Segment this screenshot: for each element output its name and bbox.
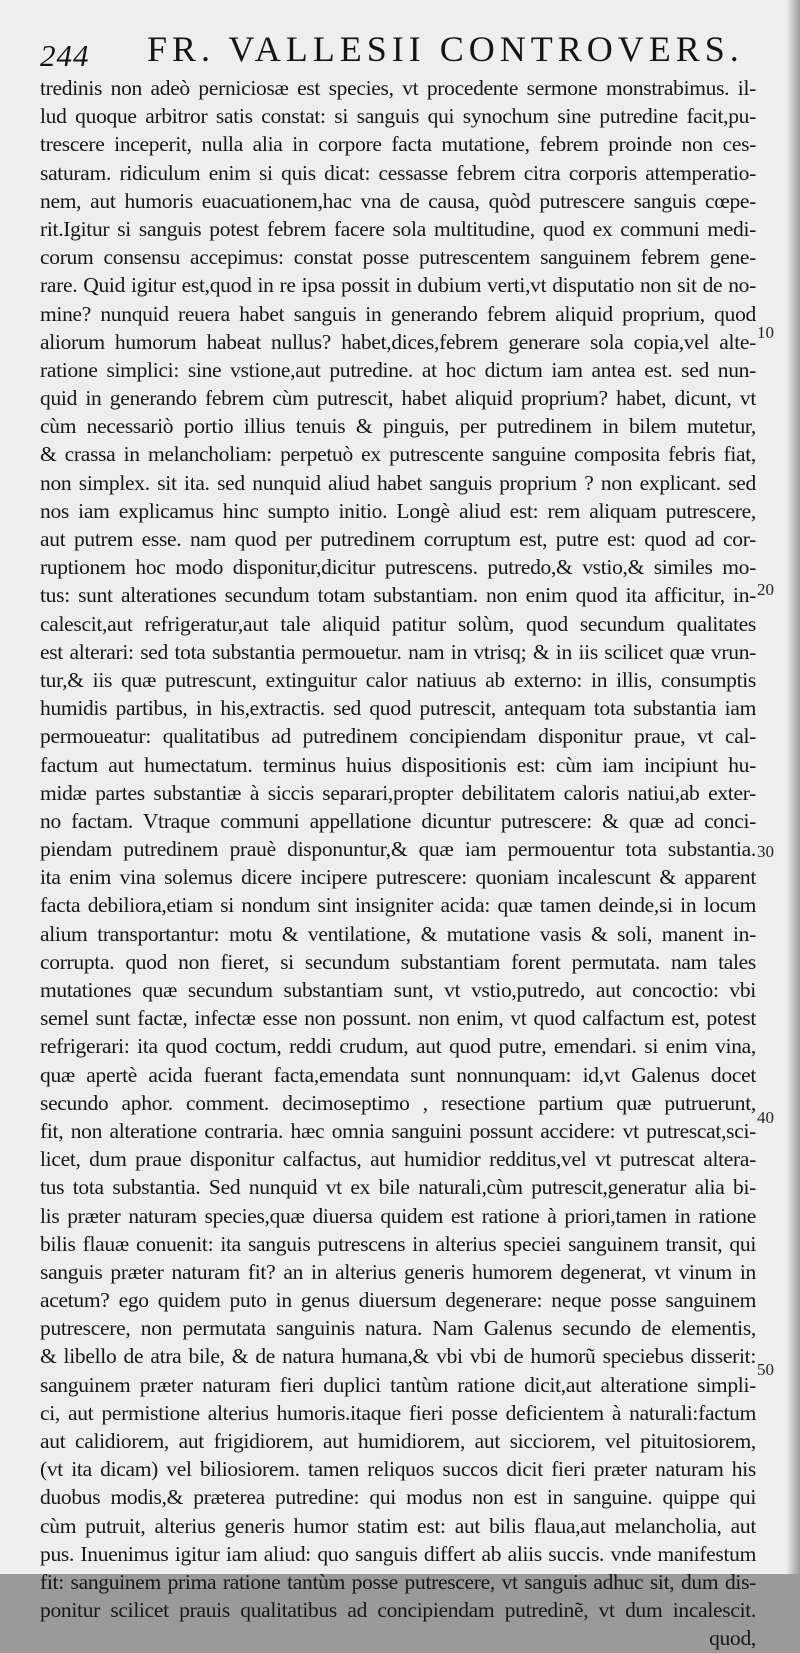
text-line: mine? nunquid reuera habet sanguis in generando febrem aliquid proprium, quod [40,301,756,326]
text-line: fit: sanguinem prima ratione tantùm posse putrescere, vt sanguis adhuc sit, dum dis- [40,1569,756,1594]
text-line: quæ apertè acida fuerant facta,emendata sunt nonnunquam: id,vt Galenus docet [40,1062,756,1087]
text-line: humidis partibus, in his,extractis. sed quod putrescit, antequam tota substantia iam [40,696,756,721]
running-title: FR. VALLESII CONTROVERS. [147,29,744,69]
text-line: cùm necessariò portio illius tenuis & pinguis, per putredinem in bilem mutetur, [40,414,756,439]
text-line: ratione simplici: sine vstione,aut putredine. at hoc dictum iam antea est. sed nun- [40,357,756,382]
text-line: rit.Igitur si sanguis potest febrem facere sola multitudine, quod ex communi medi- [40,216,756,241]
text-line: acetum? ego quidem puto in genus diuersum degenerare: neque posse sanguinem [40,1288,756,1313]
text-line: bilis flauæ conuenit: ita sanguis putrescens in alterius speciei sanguinem transit, qui [40,1231,756,1256]
margin-line-number: 10 [757,323,774,342]
text-line: aut putrem esse. nam quod per putredinem corruptum est, putre est: quod ad cor- [40,527,756,551]
margin-line-number: 20 [757,580,774,599]
text-line: cùm putruit, alterius generis humor statim est: aut bilis flaua,aut melancholia, aut [40,1513,756,1538]
text-line: pus. Inuenimus igitur iam aliud: quo sanguis differt ab aliis succis. vnde manifestum [40,1541,756,1566]
text-line: tus tota substantia. Sed nunquid vt ex bile naturali,cùm putrescit,generatur alia bi- [40,1175,756,1200]
margin-line-number: 40 [757,1108,774,1127]
text-line: midæ partes substantiæ à siccis separari,propter debilitatem caloris natiui,ab exter- [40,780,756,805]
text-line: ita enim vina solemus dicere incipere putrescere: quoniam incalescunt & apparent [40,865,756,890]
text-line: alium transportantur: motu & ventilatione, & mutatione vasis & soli, manent in- [40,921,756,946]
text-line: putrescere, non permutata sanguinis natura. Nam Galenus secundo de elementis, [40,1316,756,1341]
text-line: rare. Quid igitur est,quod in re ipsa possit in dubium verti,vt disputatio non sit de no- [40,273,756,298]
text-line: ponitur scilicet prauis qualitatibus ad concipiendam putredinẽ, vt dum incalescit. [40,1598,756,1623]
text-line: (vt ita dicam) vel biliosiorem. tamen reliquos succos dicit fieri præter naturam his [40,1457,756,1482]
running-head [30,26,770,72]
page-number: 244 [40,38,90,73]
text-line: secundo aphor. comment. decimoseptimo , resectione partium quæ putruerunt, [40,1090,756,1115]
text-line: saturam. ridiculum enim si quis dicat: cessasse febrem citra corporis attemperatio- [40,160,756,185]
catchword: quod, [709,1626,756,1651]
text-line: ruptionem hoc modo disponitur,dicitur putrescens. putredo,& vstio,& similes mo- [40,555,756,580]
text-line: factum aut humectatum. terminus huius dispositionis est: cùm iam incipiunt hu- [40,752,756,777]
text-line: aliorum humorum habeat nullus? habet,dices,febrem generare sola copia,vel alte- [40,329,756,354]
text-line: non simplex. sit ita. sed nunquid aliud habet sanguis proprium ? non explicant. sed [40,470,756,495]
text-line: corum consensu accepimus: constat posse putrescentem sanguinem febrem gene- [40,245,756,270]
text-line: licet, dum praue disponitur calfactus, aut humidior redditus,vel vt putrescat altera- [40,1147,756,1172]
text-line: corrupta. quod non fieret, si secundum substantiam forent permutata. nam tales [40,949,756,974]
text-line: tredinis non adeò perniciosæ est species, vt procedente sermone monstrabimus. il- [40,76,756,100]
text-line: fit, non alteratione contraria. hæc omnia sanguini possunt accidere: vt putrescat,sci- [40,1118,756,1143]
text-line: ci, aut permistione alterius humoris.itaque fieri posse deficientem à naturali:factum [40,1400,756,1425]
text-line: no factam. Vtraque communi appellatione dicuntur putrescere: & quæ ad conci- [40,808,756,833]
text-line: tur,& iis quæ putrescunt, extinguitur calor natiuus ab externo: in illis, consumptis [40,667,756,692]
text-line: piendam putredinem prauè disponuntur,& quæ iam permouentur tota substantia. [40,837,756,862]
text-line: est alterari: sed tota substantia permouetur. nam in vtrisq; & in iis scilicet quæ vrun- [40,639,756,664]
text-line: permoueatur: qualitatibus ad putredinem concipiendam disponitur praue, vt cal- [40,724,756,749]
text-line: lud quoque arbitror satis constat: si sanguis qui synochum sine putredine facit,pu- [40,104,756,129]
text-line: nem, aut humoris euacuationem,hac vna de causa, quòd putrescere sanguis cœpe- [40,188,756,213]
text-line: nos iam explicamus hinc sumpto initio. Longè aliud est: rem aliquam putrescere, [40,498,756,523]
text-line: & crassa in melancholiam: perpetuò ex putrescente sanguine composita febris fiat, [40,442,756,467]
margin-line-number: 30 [757,842,774,861]
text-line: lis præter naturam species,quæ diuersa quidem est ratione à priori,tamen in ratione [40,1203,756,1228]
margin-line-number: 50 [757,1360,774,1379]
text-line: duobus modis,& præterea putredine: qui modus non est in sanguine. quippe qui [40,1485,756,1510]
text-line: tus: sunt alterationes secundum totam substantiam. non enim quod ita afficitur, in- [40,583,756,608]
text-line: semel sunt factæ, infectæ esse non possunt. non enim, vt quod calfactum est, potest [40,1006,756,1031]
text-line: sanguis præter naturam fit? an in alterius generis humorem degenerat, vt vinum in [40,1259,756,1284]
text-line: mutationes quæ secundum substantiam sunt, vt vstio,putredo, aut concoctio: vbi [40,978,756,1002]
page-edge-shadow [786,0,800,1574]
text-line: facta debiliora,etiam si nondum sint insigniter acida: quæ tamen deinde,si in locum [40,893,756,918]
text-line: & libello de atra bile, & de natura humana,& vbi vbi de humorũ speciebus disserit: [40,1344,756,1369]
text-line: refrigerari: ita quod coctum, reddi crudum, aut quod putre, emendari. si enim vina, [40,1034,756,1059]
text-line: trescere inceperit, nulla alia in corpore facta mutatione, febrem proinde non ces- [40,132,756,157]
text-line: sanguinem præter naturam fieri duplici tantùm ratione dicit,aut alteratione simpli- [40,1372,756,1397]
text-line: aut calidiorem, aut frigidiorem, aut humidiorem, aut sicciorem, vel pituitosiorem, [40,1429,756,1453]
text-line: calescit,aut refrigeratur,aut tale aliquid patitur solùm, quod secundum qualitates [40,611,756,636]
body-text [40,74,756,1653]
text-line: quid in generando febrem cùm putrescit, habet aliquid proprium? habet, dicunt, vt [40,386,756,411]
